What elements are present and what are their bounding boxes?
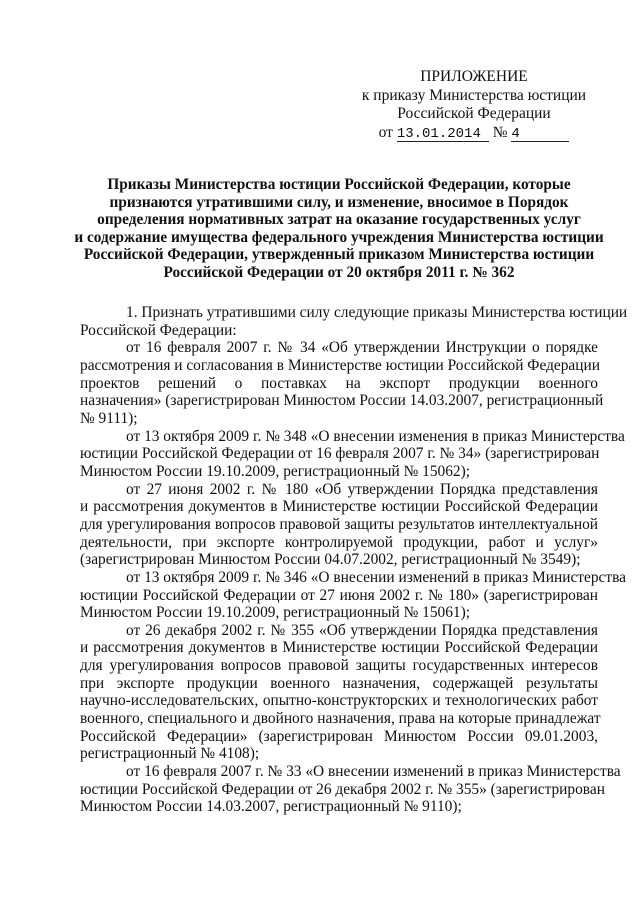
text-line: при экспорте продукции военного назначения, содержащей результаты: [80, 674, 598, 692]
text-line: № 9111);: [80, 409, 138, 427]
repealed-order-item: [80, 621, 601, 763]
title-line: Российской Федерации, утвержденный приказом Министерства юстиции: [83, 246, 595, 264]
repealed-order-item: [80, 763, 621, 816]
text-line: рассмотрения и согласования в Министерстве юстиции Российской Федерации: [80, 356, 600, 374]
text-line: научно-исследовательских, опытно-конструкторских и технологических работ: [80, 692, 598, 710]
title-line: Российской Федерации от 20 октября 2011 г. № 362: [163, 263, 515, 281]
text-line: от 13 октября 2009 г. № 348 «О внесении изменения в приказ Министерства: [126, 427, 625, 445]
text-line: Российской Федерации:: [80, 321, 237, 339]
appendix-label: ПРИЛОЖЕНИЕ: [420, 68, 528, 85]
appendix-date-line: [334, 124, 614, 143]
text-line: от 16 февраля 2007 г. № 33 «О внесении изменений в приказ Министерства: [126, 763, 621, 781]
text-line: от 16 февраля 2007 г. № 34 «Об утверждении Инструкции о порядке: [126, 339, 598, 357]
clause-paragraph: [80, 304, 628, 339]
text-line: (зарегистрирован Минюстом России 04.07.2002, регистрационный № 3549);: [80, 551, 581, 569]
order-number: 4: [511, 127, 569, 142]
order-date: 13.01.2014: [397, 127, 489, 142]
document-title: [70, 176, 608, 282]
appendix-line: Российской Федерации: [397, 105, 551, 123]
title-line: определения нормативных затрат на оказание государственных услуг: [97, 211, 581, 229]
text-line: Российской Федерации» (зарегистрирован Минюстом России 09.01.2003,: [80, 727, 598, 745]
repealed-order-item: [80, 339, 604, 427]
text-line: Минюстом России 19.10.2009, регистрационный № 15061);: [80, 604, 471, 622]
text-line: для урегулирования вопросов правовой защиты государственных интересов: [80, 657, 598, 675]
repealed-order-item: [80, 481, 598, 569]
text-line: деятельности, при экспорте контролируемой продукции, работ и услуг»: [80, 533, 598, 551]
text-line: Минюстом России 14.03.2007, регистрационный № 9110);: [80, 798, 462, 816]
document-body: [80, 304, 628, 816]
text-line: от 26 декабря 2002 г. № 355 «Об утверждении Порядка представления: [126, 621, 598, 639]
appendix-header: [334, 68, 614, 142]
text-line: регистрационный № 4108);: [80, 745, 260, 763]
appendix-line: к приказу Министерства юстиции: [361, 86, 587, 104]
text-line: от 13 октября 2009 г. № 346 «О внесении изменений в приказ Министерства: [126, 568, 626, 586]
text-line: юстиции Российской Федерации от 26 декабря 2002 г. № 355» (зарегистрирован: [80, 780, 605, 798]
text-line: проектов решений о поставках на экспорт продукции военного: [80, 374, 598, 392]
text-line: и рассмотрения документов в Министерстве юстиции Российской Федерации: [80, 498, 598, 516]
text-line: военного, специального и двойного назначения, права на которые принадлежат: [80, 710, 601, 728]
repealed-order-item: [80, 568, 626, 622]
number-prefix: №: [492, 123, 508, 141]
text-line: Минюстом России 19.10.2009, регистрационный № 15062);: [80, 462, 471, 480]
title-line: и содержание имущества федерального учреждения Министерства юстиции: [74, 228, 604, 246]
date-prefix: от: [378, 123, 393, 141]
text-line: для урегулирования вопросов правовой защиты результатов интеллектуальной: [80, 515, 598, 533]
title-line: Приказы Министерства юстиции Российской Федерации, которые: [107, 176, 571, 193]
text-line: и рассмотрения документов в Министерстве юстиции Российской Федерации: [80, 639, 598, 657]
text-line: юстиции Российской Федерации от 27 июня 2002 г. № 180» (зарегистрирован: [80, 586, 598, 604]
text-line: назначения» (зарегистрирован Минюстом России 14.03.2007, регистрационный: [80, 392, 604, 410]
text-line: 1. Признать утратившими силу следующие приказы Министерства юстиции: [126, 304, 628, 321]
text-line: юстиции Российской Федерации от 16 февраля 2007 г. № 34» (зарегистрирован: [80, 445, 600, 463]
title-line: признаются утратившими силу, и изменение, вносимое в Порядок: [109, 193, 569, 211]
text-line: от 27 июня 2002 г. № 180 «Об утверждении Порядка представления: [126, 480, 598, 498]
repealed-order-item: [80, 427, 625, 481]
